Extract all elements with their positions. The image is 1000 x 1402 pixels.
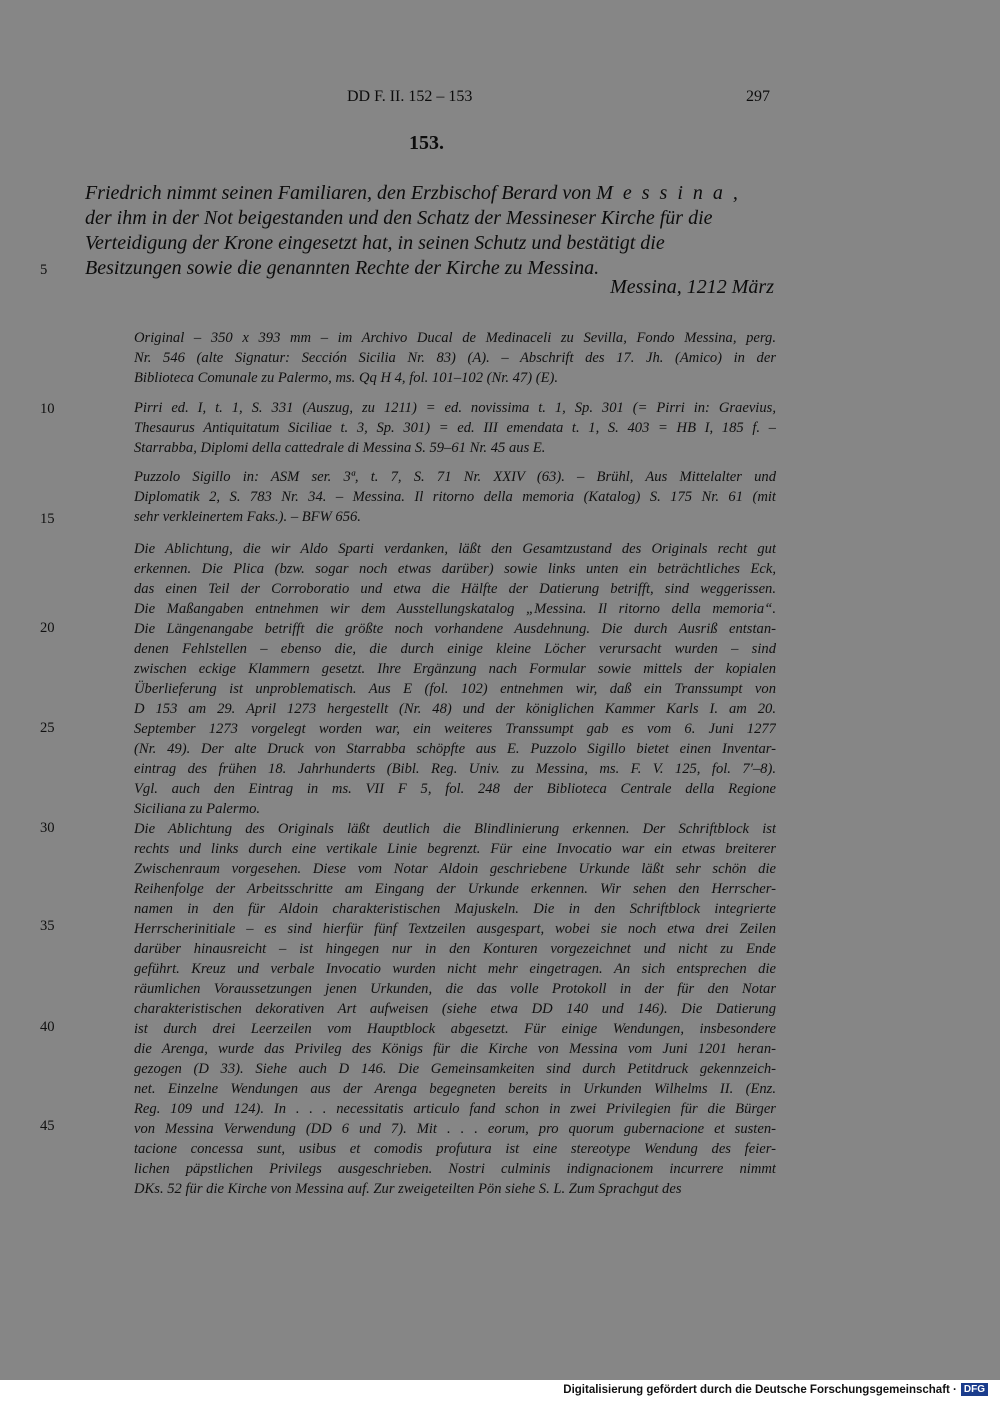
text-line: September 1273 vorgelegt worden war, ein weiteres Transsumpt gab es vom 6. Juni 1277 [134,721,776,737]
footer-text: Digitalisierung gefördert durch die Deutsche Forschungsgemeinschaft · [563,1383,957,1396]
text-line: Pirri ed. I, t. 1, S. 331 (Auszug, zu 1211) = ed. novissima t. 1, Sp. 301 (= Pirri in: Graevius, [134,400,776,416]
text-line: zwischen eckige Klammern gesetzt. Ihre Ergänzung nach Formular sowie mittels der kopialen [134,661,776,677]
text-line: Reg. 109 und 124). In . . . necessitatis articulo fand schon in zwei Privilegien für die Bürger [134,1101,776,1117]
text-line: Original – 350 x 393 mm – im Archivo Ducal de Medinaceli zu Sevilla, Fondo Messina, perg. [134,330,776,346]
text-line: Thesaurus Antiquitatum Siciliae t. 3, Sp. 301) = ed. III emendata t. 1, S. 403 = HB I, 185 f. – [134,420,776,436]
line-number: 20 [40,620,55,636]
text-line: Die Ablichtung des Originals läßt deutlich die Blindlinierung erkennen. Der Schriftblock ist [134,821,776,837]
regest-line: Friedrich nimmt seinen Familiaren, den Erzbischof Berard von Messina, [85,182,748,204]
text-line: Die Ablichtung, die wir Aldo Sparti verdanken, läßt den Gesamtzustand des Originals recht gut [134,541,776,557]
text-line: von Messina Verwendung (DD 6 und 7). Mit . . . eorum, pro quorum gubernacione et susten- [134,1121,776,1137]
text-line: eintrag des frühen 18. Jahrhunderts (Bibl. Reg. Univ. zu Messina, ms. F. V. 125, fol. 7′–8). [134,761,776,777]
text-line: net. Einzelne Wendungen aus der Arenga begegneten bereits in Urkunden Wilhelms II. (Enz. [134,1081,776,1097]
text-line: Überlieferung ist unproblematisch. Aus E (fol. 102) entnehmen wir, daß ein Transsumpt von [134,681,776,697]
text-line: namen in den für Aldoin charakteristischen Majuskeln. Die in den Schriftblock integrierte [134,901,776,917]
text-line: D 153 am 29. April 1273 hergestellt (Nr. 48) und der königlichen Kammer Karls I. am 20. [134,701,776,717]
line-number: 15 [40,511,55,527]
text-line: Die Längenangabe betrifft die größte noch vorhandene Ausdehnung. Die durch Ausriß entstan- [134,621,776,637]
line-number: 30 [40,820,55,836]
regest-line: der ihm in der Not beigestanden und den Schatz der Messineser Kirche für die [85,207,713,229]
paragraph-original [134,328,776,388]
footer [563,1383,988,1396]
text-line: geführt. Kreuz und verbale Invocatio wurden nicht mehr eingetragen. An sich entsprechen die [134,961,776,977]
line-number: 10 [40,401,55,417]
regest-line: Verteidigung der Krone eingesetzt hat, in seinen Schutz und bestätigt die [85,232,665,254]
text-line: erkennen. Die Plica (bzw. sogar noch etwas darüber) sowie links unten ein beträchtliches Eck, [134,561,776,577]
text-line: Diplomatik 2, S. 783 Nr. 34. – Messina. Il ritorno della memoria (Katalog) S. 175 Nr. 61 (mit [134,489,776,505]
text-line: Nr. 546 (alte Signatur: Sección Sicilia Nr. 83) (A). – Abschrift des 17. Jh. (Amico) in der [134,350,776,366]
text-line: tacione concessa sunt, usibus et comodis profutura ist eine stereotype Wendung des feier- [134,1141,776,1157]
line-number: 5 [40,262,48,278]
dfg-logo: DFG [961,1383,988,1396]
text-line: Zwischenraum vorgesehen. Diese vom Notar Aldoin geschriebene Urkunde läßt sehr schön die [134,861,776,877]
text-line: Die Maßangaben entnehmen wir dem Ausstellungskatalog „Messina. Il ritorno della memoria“. [134,601,776,617]
text-line: DKs. 52 für die Kirche von Messina auf. Zur zweigeteilten Pön siehe S. L. Zum Sprachgut des [134,1181,682,1197]
text-line: räumlichen Voraussetzungen jenen Urkunden, die das volle Protokoll in der für den Notar [134,981,776,997]
running-title: DD F. II. 152 – 153 [347,88,473,105]
text-line: Puzzolo Sigillo in: ASM ser. 3ª, t. 7, S. 71 Nr. XXIV (63). – Brühl, Aus Mittelalter und [134,469,776,485]
text-line: das einen Teil der Corroboratio und etwa die Hälfte der Datierung betrifft, sind weggerissen. [134,581,776,597]
text-line: rechts und links durch eine vertikale Linie begrenzt. Für eine Invocatio war ein etwas breiterer [134,841,776,857]
paragraph-literature [134,467,776,527]
paragraph-commentary [134,539,776,1199]
text-line: denen Fehlstellen – ebenso die, die durch einige kleine Löcher verursacht wurden – sind [134,641,776,657]
regest-line: Besitzungen sowie die genannten Rechte der Kirche zu Messina. [85,257,600,279]
text-line: sehr verkleinertem Faks.). – BFW 656. [134,509,361,525]
regest-spaced-place: Messina, [596,182,748,204]
line-number: 25 [40,720,55,736]
text-line: gezogen (D 33). Siehe auch D 146. Die Gemeinsamkeiten sind durch Petitdruck gekennzeich- [134,1061,776,1077]
text-line: darüber hinausreicht – ist hingegen nur in den Konturen vorgezeichnet und nicht zu Ende [134,941,776,957]
document-number: 153. [409,132,444,154]
page-number: 297 [746,88,770,105]
text-line: Biblioteca Comunale zu Palermo, ms. Qq H 4, fol. 101–102 (Nr. 47) (E). [134,370,558,386]
text-line: die Arenga, wurde das Privileg des Königs für die Kirche von Messina vom Juni 1201 heran- [134,1041,776,1057]
place-date: Messina, 1212 März [610,276,774,298]
text-line: Reihenfolge der Arbeitsschritte am Eingang der Urkunde erkennen. Wir sehen den Herrscher- [134,881,776,897]
paragraph-editions [134,398,776,458]
text-line: lichen päpstlichen Privilegs ausgeschrieben. Nostri culminis indignacionem incurrere nimmt [134,1161,776,1177]
line-number: 45 [40,1118,55,1134]
text-line: Siciliana zu Palermo. [134,801,261,817]
text-line: Starrabba, Diplomi della cattedrale di Messina S. 59–61 Nr. 45 aus E. [134,440,546,456]
text-line: (Nr. 49). Der alte Druck von Starrabba schöpfte aus E. Puzzolo Sigillo bietet einen Inventar- [134,741,776,757]
line-number: 40 [40,1019,55,1035]
text-line: ist durch drei Leerzeilen vom Hauptblock abgesetzt. Für einige Wendungen, insbesondere [134,1021,776,1037]
line-number: 35 [40,918,55,934]
text-line: Vgl. auch den Eintrag in ms. VII F 5, fol. 248 der Biblioteca Centrale della Regione [134,781,776,797]
text-line: Herrscherinitiale – es sind hierfür fünf Textzeilen ausgespart, wobei sie noch etwa drei Zeilen [134,921,776,937]
text-line: charakteristischen dekorativen Art aufweisen (siehe etwa DD 140 und 146). Die Datierung [134,1001,776,1017]
